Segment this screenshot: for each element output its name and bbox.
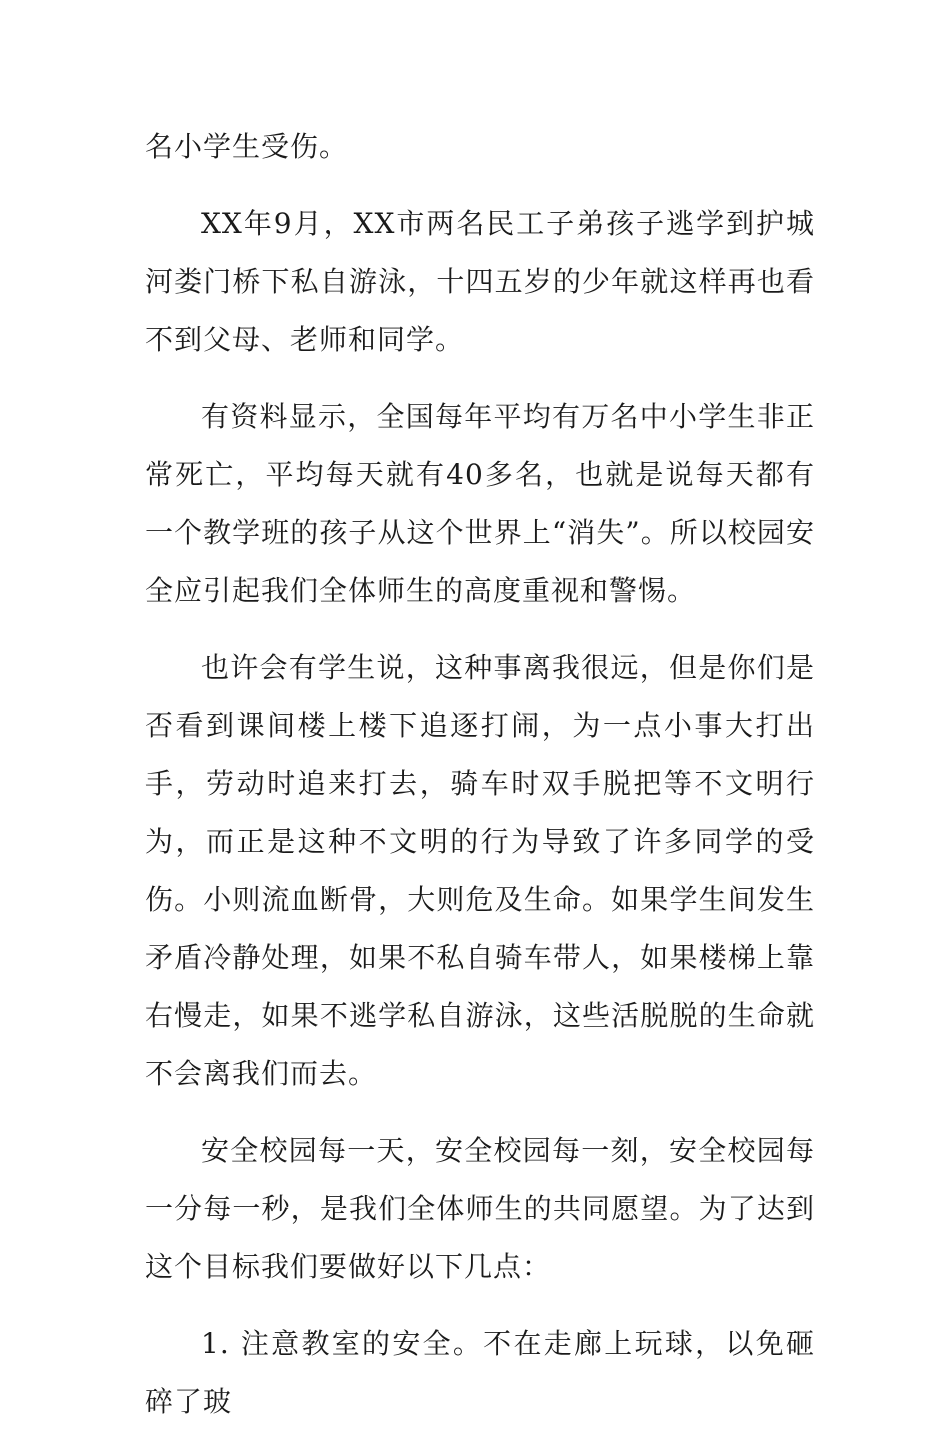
list-item-classroom-safety: 1. 注意教室的安全。不在走廊上玩球，以免砸碎了玻	[145, 1327, 815, 1418]
paragraph-continuation: 名小学生受伤。	[145, 130, 349, 163]
paragraph-uncivil-behavior: 也许会有学生说，这种事离我很远，但是你们是否看到课间楼上楼下追逐打闹，为一点小事大打出手，劳动时追来打去，骑车时双手脱把等不文明行为，而正是这种不文明的行为导致了许多同学的受伤。小则流血断骨，大则危及生命。如果学生间发生矛盾冷静处理，如果不私自骑车带人，如果楼梯上靠右慢走，如果不逃学私自游泳，这些活脱脱的生命就不会离我们而去。	[145, 651, 815, 1090]
paragraph-statistics: 有资料显示，全国每年平均有万名中小学生非正常死亡，平均每天就有40多名，也就是说每天都有一个教学班的孩子从这个世界上“消失”。所以校园安全应引起我们全体师生的高度重视和警惕。	[145, 400, 815, 607]
document-body	[145, 118, 815, 1450]
paragraph-swimming-incident: XX年9月，XX市两名民工子弟孩子逃学到护城河娄门桥下私自游泳，十四五岁的少年就这样再也看不到父母、老师和同学。	[145, 207, 815, 356]
paragraph-safety-goal: 安全校园每一天，安全校园每一刻，安全校园每一分每一秒，是我们全体师生的共同愿望。为了达到这个目标我们要做好以下几点：	[145, 1134, 815, 1283]
